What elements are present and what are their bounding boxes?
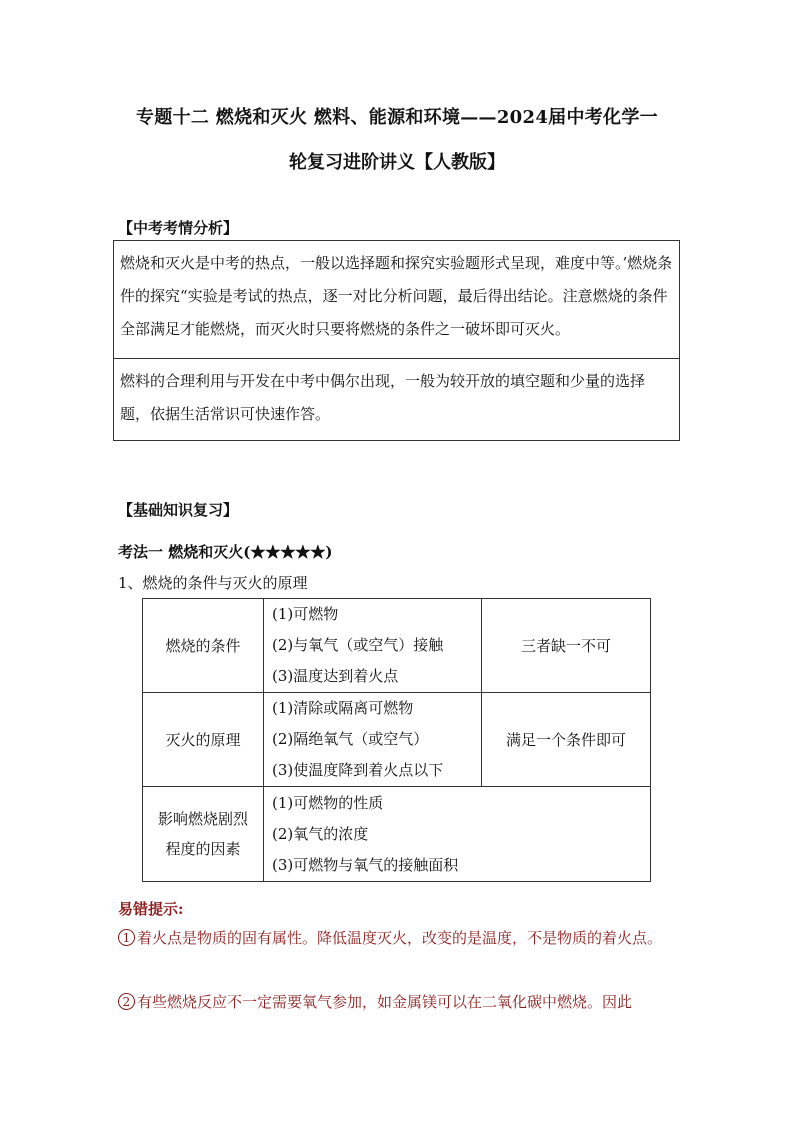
row-item: (2)隔绝氧气（或空气） xyxy=(272,730,429,748)
review-heading: 【基础知识复习】 xyxy=(118,501,239,519)
table-row xyxy=(143,693,651,787)
row-label-line: 程度的因素 xyxy=(165,840,241,858)
row-label xyxy=(143,787,264,882)
circled-number-2: 2 xyxy=(118,993,135,1010)
row-item: (2)与氧气（或空气）接触 xyxy=(272,636,444,654)
row-item: (2)氧气的浓度 xyxy=(272,824,369,843)
row-label-line: 影响燃烧剧烈 xyxy=(157,810,248,828)
tips-heading: 易错提示: xyxy=(118,900,184,918)
row-item: (1)清除或隔离可燃物 xyxy=(272,699,414,717)
row-items xyxy=(264,693,482,787)
row-item: (3)温度达到着火点 xyxy=(272,667,399,685)
tip-2 xyxy=(118,986,684,1018)
exam-analysis-paragraph-1: 燃烧和灭火是中考的热点，一般以选择题和探究实验题形式呈现，难度中等。’燃烧条件的探究“实验是考试的热点，逐一对比分析问题，最后得出结论。注意燃烧的条件全部满足才能燃烧，而灭火时只要将燃烧的条件之一破坏即可灭火。 xyxy=(120,254,673,338)
table-row xyxy=(143,599,651,693)
row-label: 燃烧的条件 xyxy=(143,599,264,693)
row-item: (1)可燃物 xyxy=(272,605,339,623)
tip-2-text: 有些燃烧反应不一定需要氧气参加，如金属镁可以在二氧化碳中燃烧。因此 xyxy=(137,993,633,1011)
row-label: 灭火的原理 xyxy=(143,693,264,787)
tip-1-text: 着火点是物质的固有属性。降低温度灭火，改变的是温度，不是物质的着火点。 xyxy=(137,929,663,947)
kaofa-heading: 考法一 燃烧和灭火(★★★★★) xyxy=(118,543,333,561)
row-note: 三者缺一不可 xyxy=(482,599,651,693)
exam-analysis-paragraph-2: 燃料的合理利用与开发在中考中偶尔出现，一般为较开放的填空题和少量的选择题，依据生活常识可快速作答。 xyxy=(114,358,679,440)
table-row xyxy=(143,787,651,882)
row-note: 满足一个条件即可 xyxy=(482,693,651,787)
exam-analysis-heading: 【中考考情分析】 xyxy=(118,219,239,237)
document-title-line2: 轮复习进阶讲义【人教版】 xyxy=(289,152,505,173)
row-items xyxy=(264,599,482,693)
exam-analysis-box xyxy=(113,240,680,441)
combustion-table xyxy=(142,598,651,882)
row-item: (3)使温度降到着火点以下 xyxy=(272,761,444,779)
document-title-line1: 专题十二 燃烧和灭火 燃料、能源和环境——2024届中考化学一 xyxy=(136,107,658,128)
circled-number-1: 1 xyxy=(118,929,135,946)
row-items xyxy=(264,787,651,882)
tip-1 xyxy=(118,922,684,954)
row-item: (1)可燃物的性质 xyxy=(272,793,384,812)
row-item: (3)可燃物与氧气的接触面积 xyxy=(272,855,459,874)
sub-heading: 1、燃烧的条件与灭火的原理 xyxy=(118,574,308,592)
